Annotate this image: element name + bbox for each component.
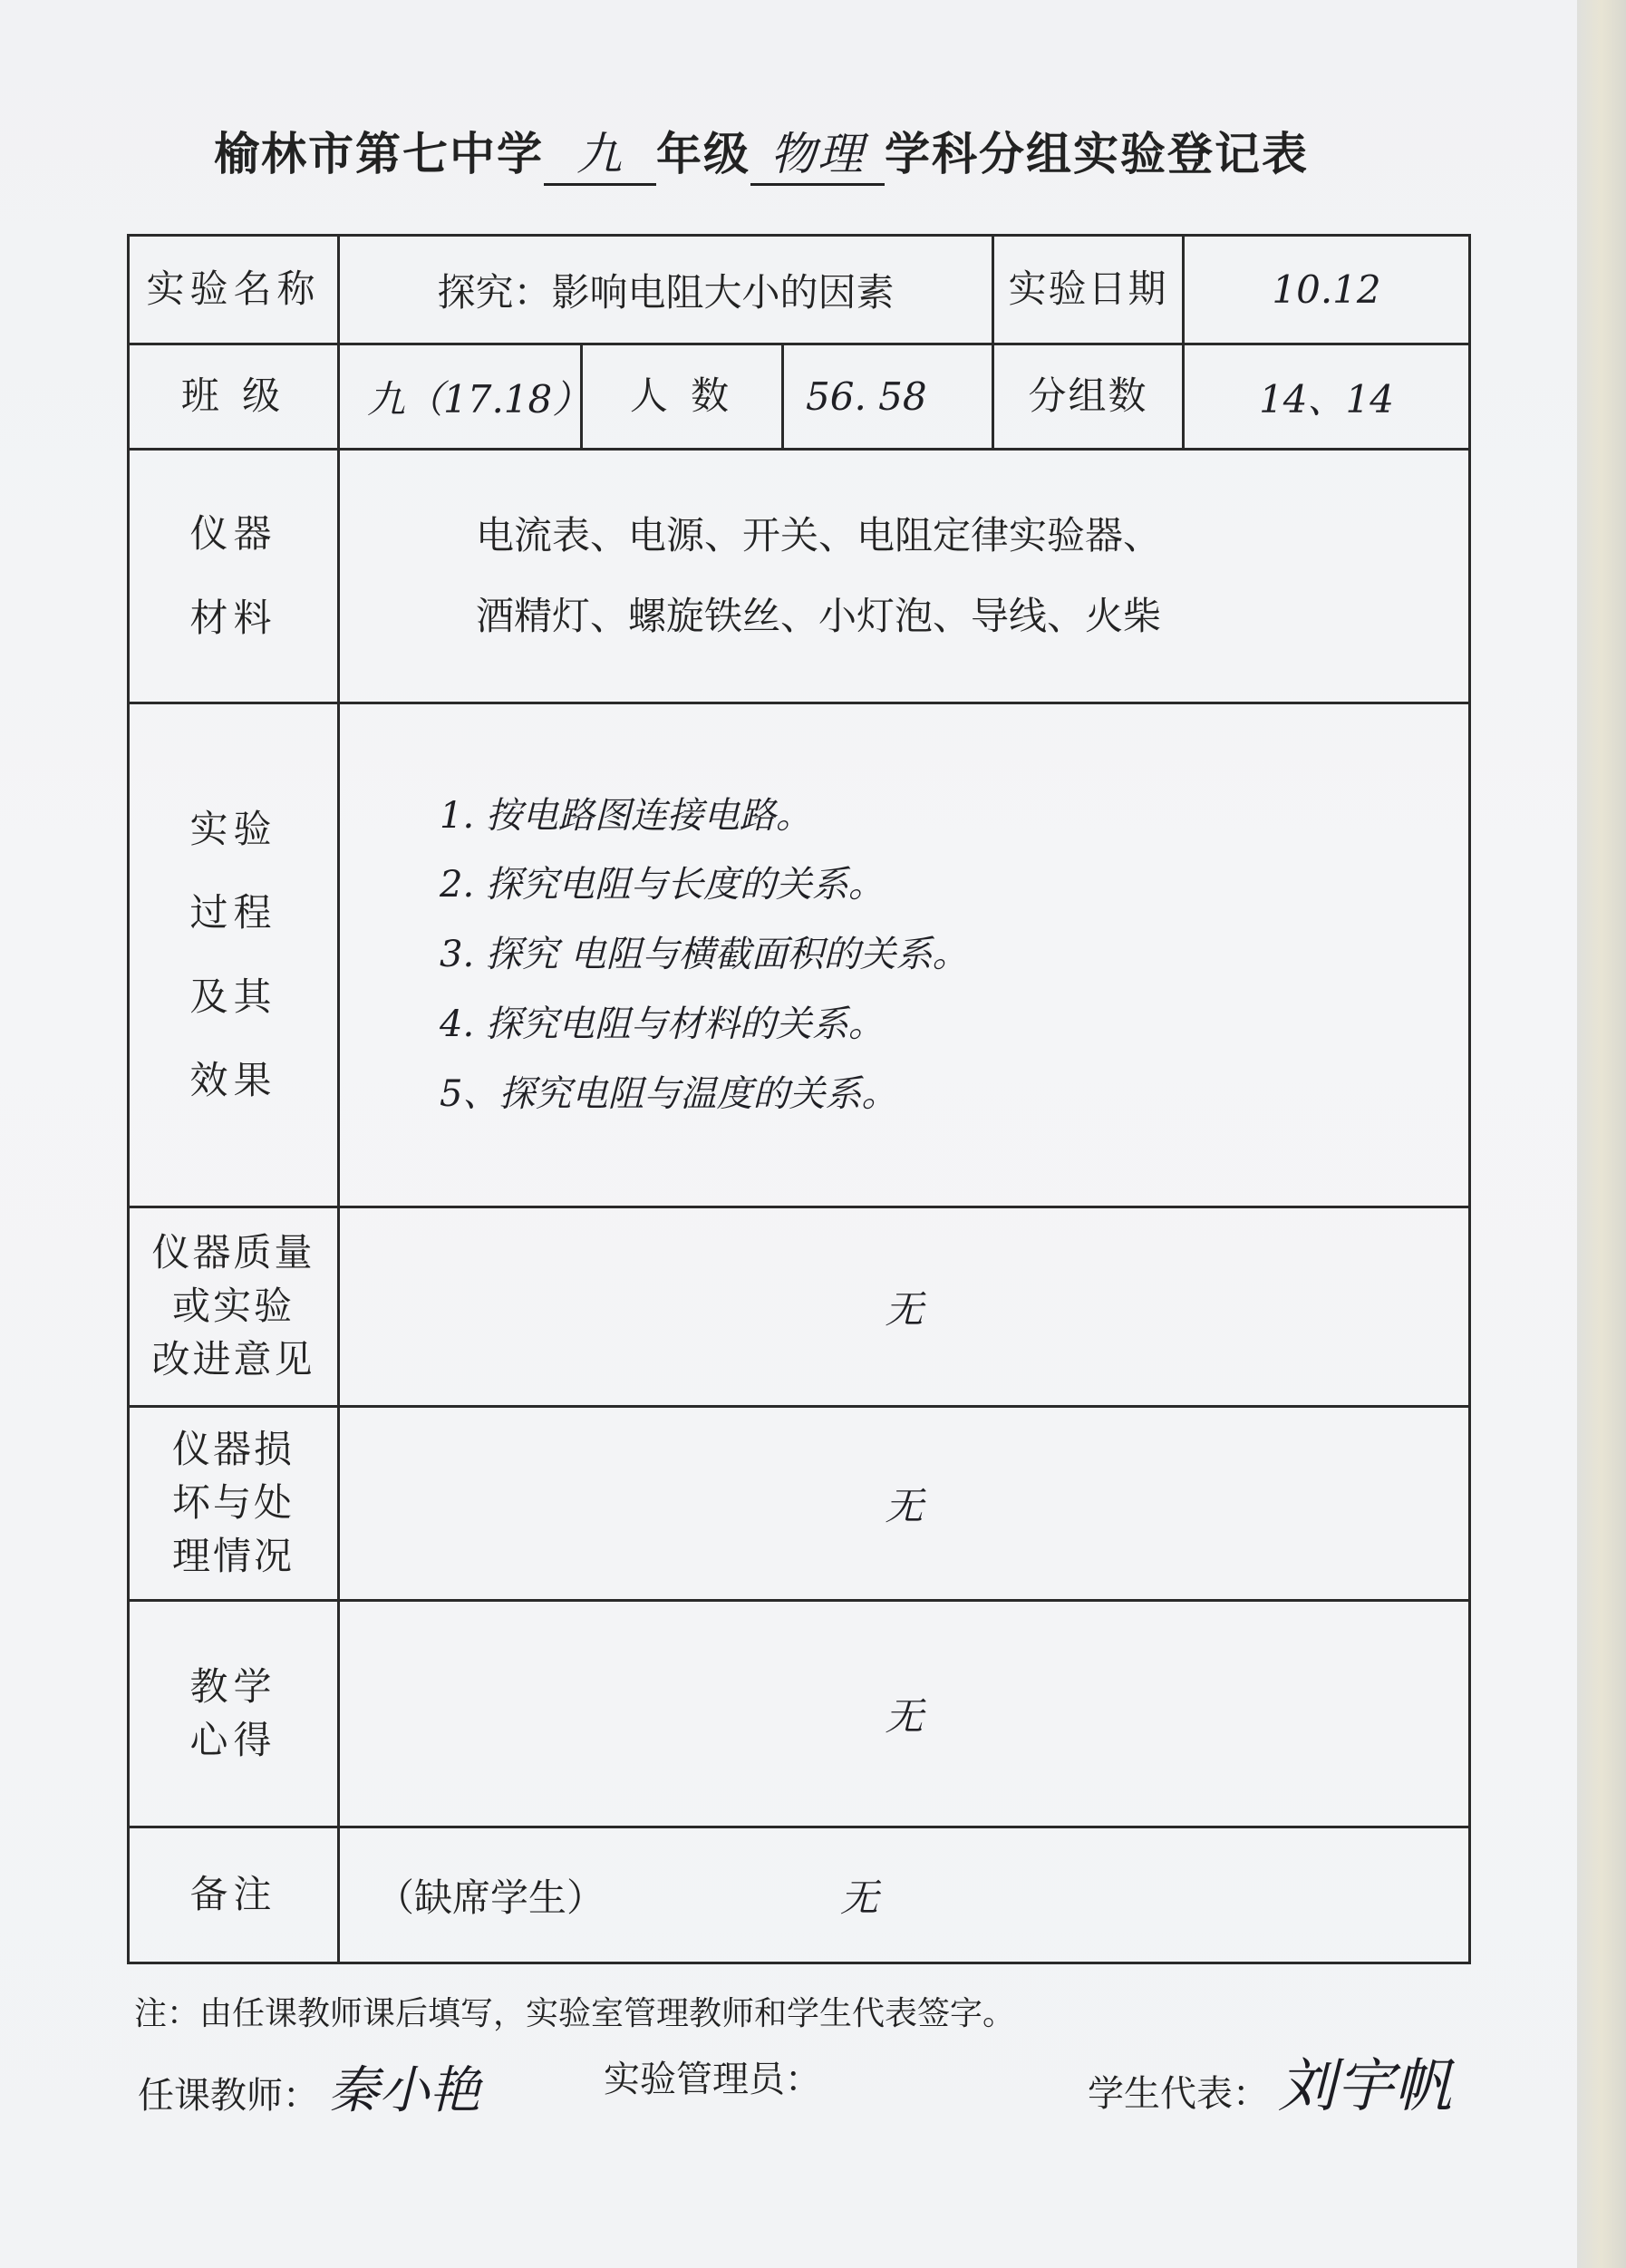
row-damage xyxy=(129,1407,1470,1601)
remarks-cell xyxy=(339,1827,1470,1963)
school-name: 榆林市第七中学 xyxy=(214,128,544,180)
experiment-name-value: 探究：影响电阻大小的因素 xyxy=(339,236,993,344)
row-materials xyxy=(129,450,1470,703)
row-class-info xyxy=(129,344,1470,450)
damage-label: 仪器损 坏与处 理情况 xyxy=(129,1407,339,1601)
groups-label: 分组数 xyxy=(993,344,1184,450)
row-experiment-name xyxy=(129,236,1470,344)
groups-value: 14、14 xyxy=(1184,344,1470,450)
student-signature xyxy=(1088,2040,1452,2123)
teacher-signature xyxy=(138,2050,480,2123)
class-value: 九（17.18） xyxy=(339,344,582,450)
materials-line: 电流表、电源、开关、电阻定律实验器、 xyxy=(476,513,1162,558)
process-step: 4. 探究电阻与材料的关系。 xyxy=(440,1003,885,1045)
subject-suffix: 学科分组实验登记表 xyxy=(885,128,1309,180)
process-step: 1. 按电路图连接电路。 xyxy=(440,794,812,837)
process-steps xyxy=(339,703,1470,1207)
row-quality xyxy=(129,1207,1470,1407)
row-process xyxy=(129,703,1470,1207)
teacher-name: 秦小艳 xyxy=(328,2061,480,2120)
teacher-label: 任课教师： xyxy=(138,2075,319,2117)
teaching-label: 教学 心得 xyxy=(129,1601,339,1827)
materials-label: 仪器 材料 xyxy=(129,450,339,703)
row-teaching xyxy=(129,1601,1470,1827)
process-step: 2. 探究电阻与长度的关系。 xyxy=(440,864,885,906)
experiment-name-label: 实验名称 xyxy=(129,236,339,344)
remarks-label: 备注 xyxy=(129,1827,339,1963)
process-step: 5、探究电阻与温度的关系。 xyxy=(440,1072,898,1115)
subject-blank: 物理 xyxy=(750,118,885,186)
quality-value: 无 xyxy=(339,1207,1470,1407)
teaching-value: 无 xyxy=(339,1601,1470,1827)
grade-blank: 九 xyxy=(544,118,656,186)
materials-line: 酒精灯、螺旋铁丝、小灯泡、导线、火柴 xyxy=(476,593,1162,638)
count-label: 人 数 xyxy=(582,344,783,450)
admin-label: 实验管理员： xyxy=(604,2059,821,2100)
experiment-date-value: 10.12 xyxy=(1184,236,1470,344)
remarks-absent-label: （缺席学生） xyxy=(376,1875,605,1920)
materials-list xyxy=(339,450,1470,703)
student-label: 学生代表： xyxy=(1088,2073,1269,2115)
paper-stack-edge xyxy=(1577,0,1626,2268)
damage-value: 无 xyxy=(339,1407,1470,1601)
quality-label: 仪器质量 或实验 改进意见 xyxy=(129,1207,339,1407)
remarks-value: 无 xyxy=(840,1875,879,1920)
admin-signature xyxy=(604,2050,821,2102)
form-title xyxy=(0,118,1523,186)
count-value: 56. 58 xyxy=(783,344,993,450)
process-label: 实验 过程 及其 效果 xyxy=(129,703,339,1207)
grade-suffix: 年级 xyxy=(656,128,750,180)
experiment-register-table xyxy=(127,234,1471,1964)
experiment-date-label: 实验日期 xyxy=(993,236,1184,344)
process-step: 3. 探究 电阻与横截面积的关系。 xyxy=(440,934,969,976)
class-label: 班 级 xyxy=(129,344,339,450)
student-name: 刘宇帆 xyxy=(1278,2053,1452,2120)
form-note: 注：由任课教师课后填写，实验室管理教师和学生代表签字。 xyxy=(134,1995,1016,2032)
row-remarks xyxy=(129,1827,1470,1963)
